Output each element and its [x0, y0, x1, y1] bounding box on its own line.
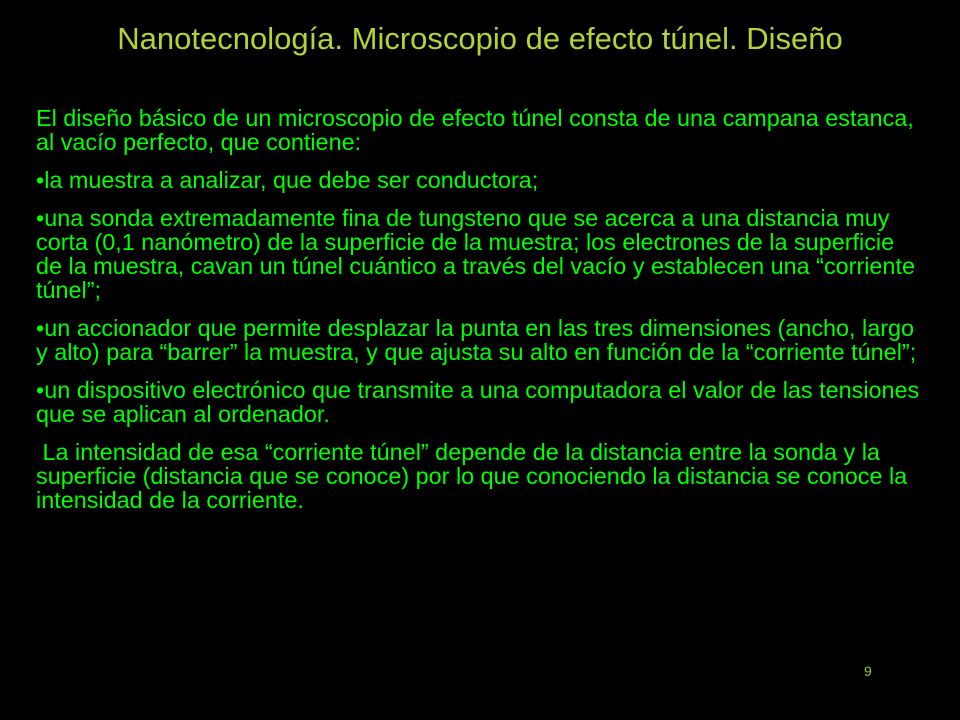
slide-title: Nanotecnología. Microscopio de efecto túnel. Diseño — [117, 21, 843, 56]
slide-body — [36, 106, 926, 512]
bullet-actuator: •un accionador que permite desplazar la punta en las tres dimensiones (ancho, largo y alto) para “barrer” la muestra, y que ajusta su alto en función de la “corriente túnel”; — [36, 315, 917, 365]
bullet-probe: •una sonda extremadamente fina de tungsteno que se acerca a una distancia muy corta (0,1 nanómetro) de la superficie de la muestra; los electrones de la superficie de la muestra, cavan un túnel cuántico a través del vacío y establecen una “corriente túnel”; — [36, 205, 915, 303]
bullet-sample: •la muestra a analizar, que debe ser conductora; — [36, 167, 539, 193]
intro-paragraph: El diseño básico de un microscopio de efecto túnel consta de una campana estanca, al vacío perfecto, que contiene: — [36, 105, 914, 155]
bullet-electronic-device: •un dispositivo electrónico que transmite a una computadora el valor de las tensiones que se aplican al ordenador. — [36, 377, 920, 427]
slide-number: 9 — [864, 663, 872, 679]
conclusion-paragraph: La intensidad de esa “corriente túnel” depende de la distancia entre la sonda y la superficie (distancia que se conoce) por lo que conociendo la distancia se conoce la intensidad de la corriente. — [36, 439, 914, 513]
